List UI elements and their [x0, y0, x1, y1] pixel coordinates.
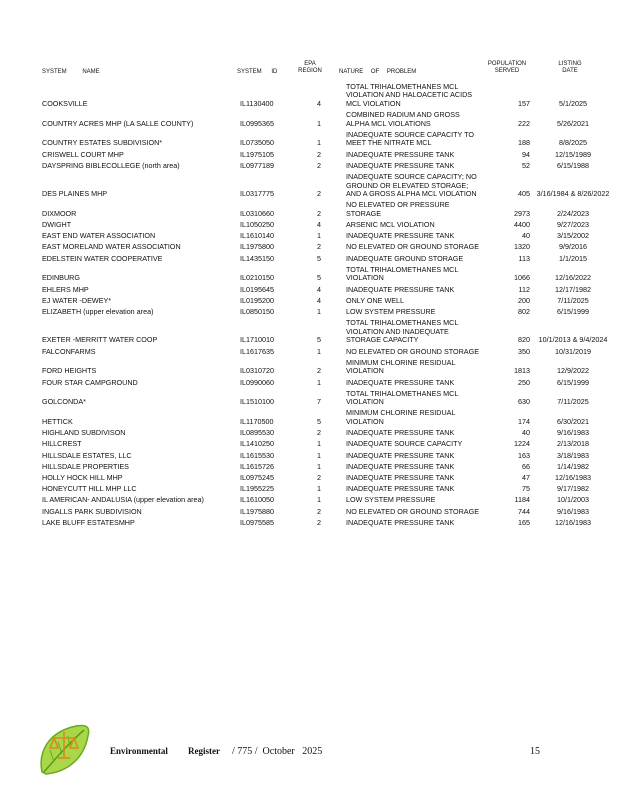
system-name: EHLERS MHP: [42, 284, 89, 294]
population-served: 163: [518, 450, 530, 460]
column-spacer: [336, 427, 346, 438]
column-spacer: [336, 438, 346, 449]
column-spacer: [336, 460, 346, 471]
system-id: IL0195645: [240, 284, 274, 294]
nature-of-problem: ONLY ONE WELL: [346, 295, 405, 305]
table-row: [42, 427, 610, 438]
header-epa-region: EPA REGION: [298, 61, 322, 74]
system-id: IL1610140: [240, 231, 274, 241]
header-system-name: SYSTEM NAME: [42, 69, 100, 75]
population-served: 94: [522, 149, 530, 159]
system-id: IL0850150: [240, 306, 274, 316]
listing-date: 3/15/2002: [557, 231, 589, 241]
footer-page-number: 15: [530, 746, 540, 757]
nature-of-problem: TOTAL TRIHALOMETHANES MCL VIOLATION AND INADEQUATE STORAGE CAPACITY: [346, 318, 459, 345]
system-id: IL1975800: [240, 242, 274, 252]
column-spacer: [336, 170, 346, 198]
system-name: DWIGHT: [42, 220, 72, 230]
epa-region: 2: [317, 189, 321, 199]
system-name: HIGHLAND SUBDIVISON: [42, 428, 126, 438]
system-id: IL1170500: [240, 417, 274, 427]
column-spacer: [336, 516, 346, 527]
nature-of-problem: INADEQUATE PRESSURE TANK: [346, 428, 455, 438]
column-spacer: [336, 376, 346, 387]
epa-region: 4: [317, 284, 321, 294]
nature-of-problem: INADEQUATE PRESSURE TANK: [346, 461, 455, 471]
system-name: GOLCONDA*: [42, 397, 86, 407]
column-spacer: [336, 252, 346, 263]
listing-date: 9/9/2016: [559, 242, 587, 252]
nature-of-problem: NO ELEVATED OR GROUND STORAGE: [346, 346, 479, 356]
system-name: EDELSTEIN WATER COOPERATIVE: [42, 253, 163, 263]
system-name: COUNTRY ACRES MHP (LA SALLE COUNTY): [42, 118, 194, 128]
table-row: [42, 159, 610, 170]
system-name: EDINBURG: [42, 273, 80, 283]
system-name: EJ WATER -DEWEY*: [42, 295, 112, 305]
table-row: [42, 230, 610, 241]
system-name: IL AMERICAN- ANDALUSIA (upper elevation area): [42, 495, 204, 505]
nature-of-problem: COMBINED RADIUM AND GROSS ALPHA MCL VIOLATIONS: [346, 109, 460, 128]
nature-of-problem: INADEQUATE PRESSURE TANK: [346, 284, 455, 294]
nature-of-problem: TOTAL TRIHALOMETHANES MCL VIOLATION AND HALOACETIC ACIDS MCL VIOLATION: [346, 81, 473, 108]
population-served: 2973: [514, 208, 530, 218]
column-spacer: [336, 494, 346, 505]
table-row: [42, 241, 610, 252]
listing-date: 12/15/1989: [555, 149, 591, 159]
nature-of-problem: INADEQUATE PRESSURE TANK: [346, 231, 455, 241]
epa-region: 5: [317, 417, 321, 427]
nature-of-problem: INADEQUATE PRESSURE TANK: [346, 484, 455, 494]
listing-date: 10/31/2019: [555, 346, 591, 356]
column-spacer: [336, 148, 346, 159]
nature-of-problem: INADEQUATE PRESSURE TANK: [346, 377, 455, 387]
table-row: [42, 128, 610, 148]
epa-region: 1: [317, 450, 321, 460]
system-name: EAST MORELAND WATER ASSOCIATION: [42, 242, 181, 252]
population-served: 4400: [514, 220, 530, 230]
population-served: 174: [518, 417, 530, 427]
column-spacer: [336, 218, 346, 229]
system-id: IL1050250: [240, 220, 274, 230]
population-served: 113: [518, 253, 530, 263]
column-spacer: [336, 294, 346, 305]
column-spacer: [336, 108, 346, 128]
system-name: LAKE BLUFF ESTATESMHP: [42, 517, 135, 527]
epa-region: 1: [317, 484, 321, 494]
nature-of-problem: INADEQUATE PRESSURE TANK: [346, 517, 455, 527]
nature-of-problem: MINIMUM CHLORINE RESIDUAL VIOLATION: [346, 408, 456, 427]
population-served: 350: [518, 346, 530, 356]
epa-region: 1: [317, 439, 321, 449]
system-name: DAYSPRING BIBLECOLLEGE (north area): [42, 160, 180, 170]
table-row: [42, 317, 610, 345]
column-spacer: [336, 505, 346, 516]
population-served: 157: [518, 98, 530, 108]
nature-of-problem: NO ELEVATED OR GROUND STORAGE: [346, 242, 479, 252]
population-served: 1066: [514, 273, 530, 283]
table-row: [42, 494, 610, 505]
column-spacer: [336, 199, 346, 219]
system-id: IL1410250: [240, 439, 274, 449]
column-spacer: [336, 317, 346, 345]
epa-region: 1: [317, 461, 321, 471]
table-row: [42, 199, 610, 219]
epa-region: 5: [317, 253, 321, 263]
table-row: [42, 483, 610, 494]
listing-date: 9/16/1983: [557, 428, 589, 438]
violations-table: [42, 80, 610, 527]
listing-date: 2/24/2023: [557, 208, 589, 218]
table-row: [42, 516, 610, 527]
system-name: DES PLAINES MHP: [42, 189, 108, 199]
population-served: 112: [518, 284, 530, 294]
nature-of-problem: INADEQUATE PRESSURE TANK: [346, 149, 455, 159]
population-served: 47: [522, 473, 530, 482]
listing-date: 6/30/2021: [557, 417, 589, 427]
listing-date: 10/1/2013 & 9/4/2024: [538, 335, 608, 345]
system-id: IL1617635: [240, 346, 274, 356]
page-footer: [0, 718, 618, 800]
table-row: [42, 345, 610, 356]
header-nature-of-problem: NATURE OF PROBLEM: [339, 69, 417, 75]
population-served: 1813: [514, 366, 530, 376]
nature-of-problem: INADEQUATE PRESSURE TANK: [346, 473, 455, 482]
epa-region: 1: [317, 377, 321, 387]
epa-region: 2: [317, 366, 321, 376]
nature-of-problem: INADEQUATE SOURCE CAPACITY; NO GROUND OR ELEVATED STORAGE; AND A GROSS ALPHA MCL VIOLATION: [346, 171, 477, 199]
table-row: [42, 170, 610, 198]
epa-region: 1: [317, 138, 321, 148]
system-id: IL1615726: [240, 461, 274, 471]
column-spacer: [336, 128, 346, 148]
epa-region: 1: [317, 118, 321, 128]
system-name: DIXMOOR: [42, 208, 77, 218]
nature-of-problem: ARSENIC MCL VIOLATION: [346, 220, 435, 230]
epa-region: 4: [317, 295, 321, 305]
epa-region: 2: [317, 242, 321, 252]
column-spacer: [336, 283, 346, 294]
listing-date: 12/16/1983: [555, 473, 591, 482]
listing-date: 3/18/1983: [557, 450, 589, 460]
epa-region: 1: [317, 346, 321, 356]
table-row: [42, 460, 610, 471]
system-id: IL0310720: [240, 366, 274, 376]
listing-date: 12/17/1982: [555, 284, 591, 294]
system-id: IL0995365: [240, 118, 274, 128]
population-served: 66: [522, 461, 530, 471]
listing-date: 12/16/2022: [555, 273, 591, 283]
header-listing-date: LISTING DATE: [558, 61, 582, 74]
column-spacer: [336, 356, 346, 376]
population-served: 222: [518, 118, 530, 128]
listing-date: 2/13/2018: [557, 439, 589, 449]
population-served: 744: [518, 506, 530, 516]
population-served: 1224: [514, 439, 530, 449]
table-row: [42, 305, 610, 316]
listing-date: 10/1/2003: [557, 495, 589, 505]
listing-date: 8/8/2025: [559, 138, 587, 148]
epa-region: 5: [317, 335, 321, 345]
system-name: CRISWELL COURT MHP: [42, 149, 124, 159]
epa-region: 1: [317, 495, 321, 505]
listing-date: 5/1/2025: [559, 98, 587, 108]
system-id: IL1975105: [240, 149, 274, 159]
population-served: 52: [522, 160, 530, 170]
column-spacer: [336, 159, 346, 170]
population-served: 405: [518, 189, 530, 199]
system-name: FORD HEIGHTS: [42, 366, 97, 376]
listing-date: 7/11/2025: [557, 295, 589, 305]
column-spacer: [336, 80, 346, 108]
column-spacer: [336, 449, 346, 460]
listing-date: 7/11/2025: [557, 397, 589, 407]
system-name: COUNTRY ESTATES SUBDIVISION*: [42, 138, 163, 148]
system-id: IL1975880: [240, 506, 274, 516]
table-row: [42, 263, 610, 283]
nature-of-problem: NO ELEVATED OR GROUND STORAGE: [346, 506, 479, 516]
nature-of-problem: TOTAL TRIHALOMETHANES MCL VIOLATION: [346, 264, 459, 283]
population-served: 188: [518, 138, 530, 148]
nature-of-problem: INADEQUATE PRESSURE TANK: [346, 160, 455, 170]
system-name: INGALLS PARK SUBDIVISION: [42, 506, 142, 516]
system-id: IL0210150: [240, 273, 274, 283]
system-id: IL0195200: [240, 295, 274, 305]
listing-date: 1/14/1982: [557, 461, 589, 471]
system-id: IL1610050: [240, 495, 274, 505]
system-name: ELIZABETH (upper elevation area): [42, 306, 154, 316]
table-row: [42, 283, 610, 294]
nature-of-problem: INADEQUATE SOURCE CAPACITY TO MEET THE NITRATE MCL: [346, 129, 474, 148]
nature-of-problem: NO ELEVATED OR PRESSURE STORAGE: [346, 200, 450, 218]
nature-of-problem: INADEQUATE GROUND STORAGE: [346, 253, 464, 263]
population-served: 165: [518, 517, 530, 527]
population-served: 75: [522, 484, 530, 494]
population-served: 1184: [514, 495, 530, 505]
system-id: IL1615530: [240, 450, 274, 460]
column-spacer: [336, 305, 346, 316]
column-spacer: [336, 407, 346, 427]
system-id: IL1130400: [240, 98, 274, 108]
listing-date: 6/15/1999: [557, 377, 589, 387]
system-name: EXETER -MERRITT WATER COOP: [42, 335, 158, 345]
system-name: HILLCREST: [42, 439, 82, 449]
system-id: IL1710010: [240, 335, 274, 345]
system-id: IL0317775: [240, 189, 274, 199]
table-row: [42, 387, 610, 407]
table-row: [42, 407, 610, 427]
listing-date: 3/16/1984 & 8/26/2022: [536, 189, 610, 199]
epa-region: 2: [317, 208, 321, 218]
epa-region: 1: [317, 306, 321, 316]
population-served: 820: [518, 335, 530, 345]
table-row: [42, 356, 610, 376]
table-row: [42, 80, 610, 108]
column-spacer: [336, 483, 346, 494]
system-name: COOKSVILLE: [42, 98, 88, 108]
table-row: [42, 471, 610, 482]
column-spacer: [336, 471, 346, 482]
system-id: IL0977189: [240, 160, 274, 170]
system-name: HILLSDALE PROPERTIES: [42, 461, 129, 471]
nature-of-problem: INADEQUATE PRESSURE TANK: [346, 450, 455, 460]
column-spacer: [336, 241, 346, 252]
table-row: [42, 449, 610, 460]
nature-of-problem: LOW SYSTEM PRESSURE: [346, 495, 436, 505]
listing-date: 9/17/1982: [557, 484, 589, 494]
system-name: HILLSDALE ESTATES, LLC: [42, 450, 132, 460]
table-row: [42, 376, 610, 387]
nature-of-problem: TOTAL TRIHALOMETHANES MCL VIOLATION: [346, 388, 459, 407]
header-system-id: SYSTEM ID: [237, 69, 278, 75]
system-id: IL0975585: [240, 517, 274, 527]
system-name: HONEYCUTT HILL MHP LLC: [42, 484, 137, 494]
table-row: [42, 438, 610, 449]
system-id: IL1955225: [240, 484, 274, 494]
system-id: IL0975245: [240, 473, 274, 482]
listing-date: 5/26/2021: [557, 118, 589, 128]
nature-of-problem: INADEQUATE SOURCE CAPACITY: [346, 439, 463, 449]
system-id: IL0895530: [240, 428, 274, 438]
system-name: HOLLY HOCK HILL MHP: [42, 473, 123, 482]
nature-of-problem: MINIMUM CHLORINE RESIDUAL VIOLATION: [346, 357, 456, 376]
table-row: [42, 252, 610, 263]
listing-date: 9/27/2023: [557, 220, 589, 230]
column-spacer: [336, 263, 346, 283]
footer-issue: / 775 / October 2025: [232, 746, 323, 757]
epa-region: 4: [317, 220, 321, 230]
system-id: IL1435150: [240, 253, 274, 263]
population-served: 40: [522, 231, 530, 241]
system-name: HETTICK: [42, 417, 73, 427]
listing-date: 12/16/1983: [555, 517, 591, 527]
system-id: IL0735050: [240, 138, 274, 148]
system-name: EAST END WATER ASSOCIATION: [42, 231, 156, 241]
table-row: [42, 108, 610, 128]
epa-region: 5: [317, 273, 321, 283]
table-row: [42, 148, 610, 159]
system-name: FOUR STAR CAMPGROUND: [42, 377, 138, 387]
epa-region: 1: [317, 231, 321, 241]
table-row: [42, 294, 610, 305]
footer-publication: Environmental: [110, 746, 168, 756]
epa-region: 4: [317, 98, 321, 108]
table-row: [42, 218, 610, 229]
listing-date: 6/15/1999: [557, 306, 589, 316]
population-served: 630: [518, 397, 530, 407]
header-population-served: POPULATION SERVED: [487, 61, 527, 74]
nature-of-problem: LOW SYSTEM PRESSURE: [346, 306, 436, 316]
epa-region: 2: [317, 160, 321, 170]
epa-region: 7: [317, 397, 321, 407]
system-id: IL0310660: [240, 208, 274, 218]
listing-date: 1/1/2015: [559, 253, 587, 263]
population-served: 1320: [514, 242, 530, 252]
population-served: 200: [518, 295, 530, 305]
population-served: 250: [518, 377, 530, 387]
epa-region: 2: [317, 517, 321, 527]
listing-date: 12/9/2022: [557, 366, 589, 376]
column-spacer: [336, 387, 346, 407]
population-served: 802: [518, 306, 530, 316]
table-row: [42, 505, 610, 516]
listing-date: 9/16/1983: [557, 506, 589, 516]
environmental-register-leaf-logo-icon: [36, 722, 92, 778]
column-spacer: [336, 345, 346, 356]
system-id: IL0990060: [240, 377, 274, 387]
population-served: 40: [522, 428, 530, 438]
epa-region: 2: [317, 506, 321, 516]
epa-region: 2: [317, 428, 321, 438]
system-id: IL1510100: [240, 397, 274, 407]
epa-region: 2: [317, 473, 321, 482]
column-spacer: [336, 230, 346, 241]
epa-region: 2: [317, 149, 321, 159]
listing-date: 6/15/1988: [557, 160, 589, 170]
footer-register: Register: [188, 746, 220, 756]
system-name: FALCONFARMS: [42, 346, 96, 356]
